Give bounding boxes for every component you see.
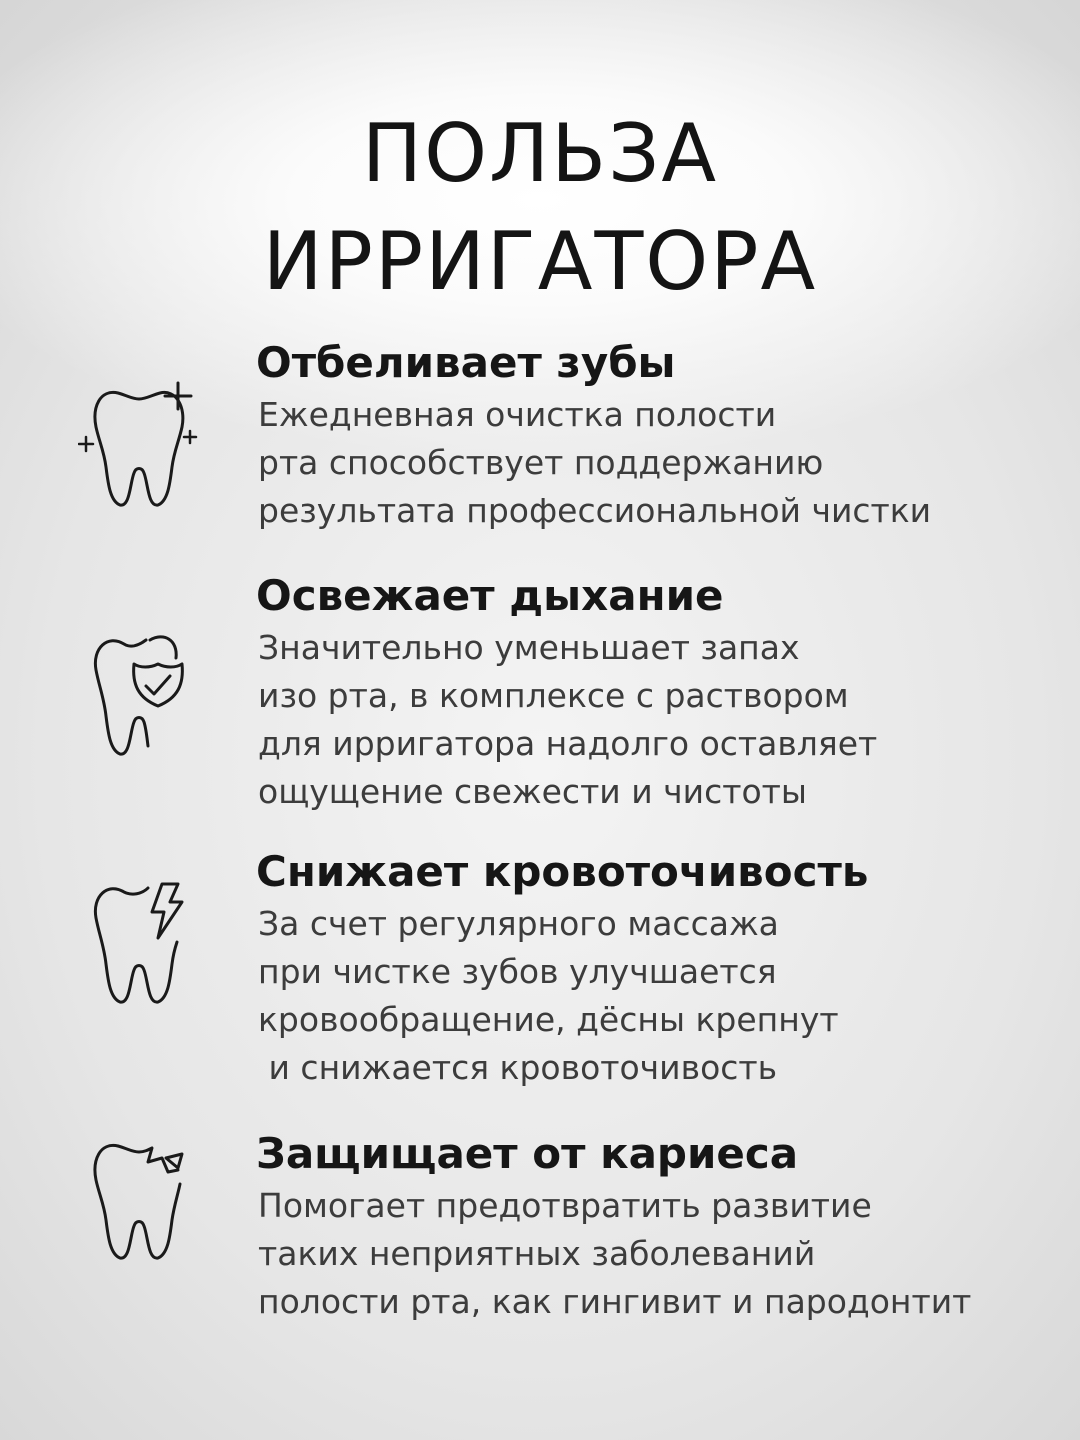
benefit-description-line: ощущение свежести и чистоты — [258, 772, 807, 811]
benefit-heading: Снижает кровоточивость — [256, 847, 869, 896]
benefit-description-line: результата профессиональной чистки — [258, 491, 932, 530]
benefit-description — [258, 624, 877, 816]
benefit-description-line: таких неприятных заболеваний — [258, 1234, 816, 1273]
benefit-description-line: и снижается кровоточивость — [258, 1048, 778, 1087]
benefit-description-line: изо рта, в комплексе с раствором — [258, 676, 849, 715]
benefit-heading: Освежает дыхание — [256, 571, 724, 620]
page-title-line-2: ИРРИГАТОРА — [262, 215, 818, 308]
benefit-description — [258, 1182, 971, 1326]
benefit-description-line: при чистке зубов улучшается — [258, 952, 777, 991]
benefit-description-line: Ежедневная очистка полости — [258, 395, 777, 434]
benefit-heading: Отбеливает зубы — [256, 338, 676, 387]
benefit-description-line: для ирригатора надолго оставляет — [258, 724, 878, 763]
benefit-description — [258, 900, 839, 1092]
benefit-heading: Защищает от кариеса — [256, 1129, 799, 1178]
benefit-description-line: рта способствует поддержанию — [258, 443, 824, 482]
sparkling-tooth-icon — [78, 379, 208, 519]
benefit-description-line: Помогает предотвратить развитие — [258, 1186, 872, 1225]
benefit-description-line: За счет регулярного массажа — [258, 904, 779, 943]
tooth-lightning-icon — [78, 876, 208, 1016]
benefit-description-line: Значительно уменьшает запах — [258, 628, 800, 667]
page-title-line-1: ПОЛЬЗА — [361, 107, 719, 200]
benefit-description-line: кровообращение, дёсны крепнут — [258, 1000, 839, 1039]
chipped-tooth-icon — [78, 1132, 208, 1272]
benefit-description-line: полости рта, как гингивит и пародонтит — [258, 1282, 972, 1321]
benefit-description — [258, 391, 931, 535]
page-title — [0, 100, 1080, 316]
tooth-shield-icon — [78, 628, 208, 768]
